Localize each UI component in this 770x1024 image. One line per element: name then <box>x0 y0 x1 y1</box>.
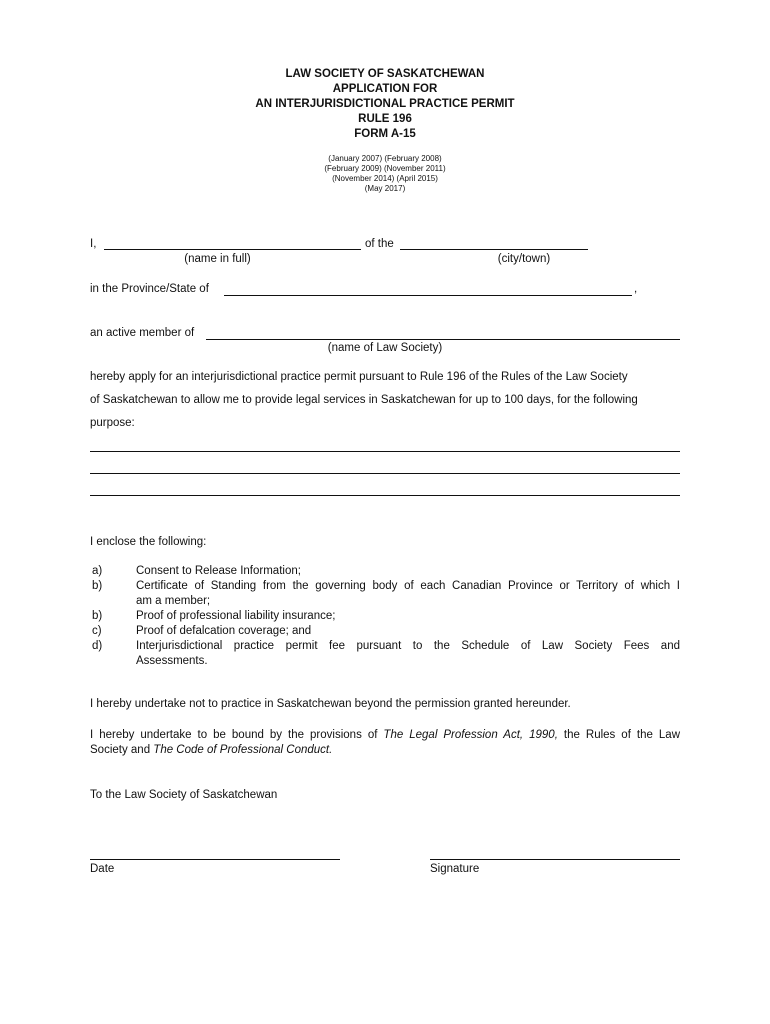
date-label: Date <box>90 863 115 875</box>
list-item <box>90 579 680 609</box>
undertaking-2 <box>90 728 680 758</box>
revision-line-1: (January 2007) (February 2008) <box>328 154 442 163</box>
apply-paragraph <box>90 366 690 435</box>
list-item-text-cont: am a member; <box>136 595 211 607</box>
i-prefix: I, <box>90 238 97 250</box>
signature-label: Signature <box>430 863 480 875</box>
form-title <box>0 67 770 142</box>
undertaking-2-text-a: I hereby undertake to be bound by the provisions of <box>90 729 384 741</box>
list-item-label: a) <box>92 565 103 577</box>
list-item-label: d) <box>92 640 103 652</box>
list-item <box>90 609 680 624</box>
province-state-field[interactable] <box>224 281 632 296</box>
enclose-intro: I enclose the following: <box>90 536 207 548</box>
revision-line-3: (November 2014) (April 2015) <box>332 174 438 183</box>
city-town-caption: (city/town) <box>497 253 551 265</box>
city-town-field[interactable] <box>400 235 588 250</box>
apply-line-2: of Saskatchewan to allow me to provide legal services in Saskatchewan for up to 100 days, for the following <box>90 394 638 406</box>
law-society-caption: (name of Law Society) <box>327 342 443 354</box>
addressee: To the Law Society of Saskatchewan <box>90 789 278 801</box>
legal-profession-act: The Legal Profession Act, 1990, <box>383 729 558 741</box>
undertaking-2-text-b: the Rules of the Law <box>557 729 680 741</box>
list-item-text: Proof of defalcation coverage; and <box>136 625 312 637</box>
province-comma: , <box>634 283 638 295</box>
name-in-full-field[interactable] <box>104 235 361 250</box>
list-item-text: Consent to Release Information; <box>136 565 301 577</box>
list-item-text: Interjurisdictional practice permit fee pursuant to the Schedule of Law Society Fees and <box>136 640 680 652</box>
date-field[interactable] <box>90 845 340 860</box>
title-line-3: AN INTERJURISDICTIONAL PRACTICE PERMIT <box>255 98 515 110</box>
name-in-full-caption: (name in full) <box>184 253 251 265</box>
title-line-2: APPLICATION FOR <box>332 83 438 95</box>
signature-field[interactable] <box>430 845 680 860</box>
list-item-label: c) <box>92 625 102 637</box>
purpose-line-2[interactable] <box>90 459 680 474</box>
member-label: an active member of <box>90 327 195 339</box>
list-item-text: Proof of professional liability insurance; <box>136 610 336 622</box>
purpose-line-3[interactable] <box>90 481 680 496</box>
apply-line-1: hereby apply for an interjurisdictional practice permit pursuant to Rule 196 of the Rules of the Law Society <box>90 371 628 383</box>
list-item-label: b) <box>92 610 103 622</box>
of-the-text: of the <box>365 238 394 250</box>
list-item <box>90 624 680 639</box>
list-item-label: b) <box>92 580 103 592</box>
undertaking-1: I hereby undertake not to practice in Saskatchewan beyond the permission granted hereunder. <box>90 698 571 710</box>
law-society-field[interactable] <box>206 325 680 340</box>
title-line-4: RULE 196 <box>358 113 412 125</box>
enclosure-list <box>90 564 680 669</box>
list-item <box>90 564 680 579</box>
apply-line-3: purpose: <box>90 417 135 429</box>
province-label: in the Province/State of <box>90 283 209 295</box>
title-line-5: FORM A-15 <box>354 128 416 140</box>
list-item-text: Certificate of Standing from the governing body of each Canadian Province or Territory of which I <box>136 580 680 592</box>
purpose-line-1[interactable] <box>90 437 680 452</box>
list-item <box>90 639 680 669</box>
revision-line-4: (May 2017) <box>364 184 406 193</box>
title-line-1: LAW SOCIETY OF SASKATCHEWAN <box>285 68 485 80</box>
list-item-text-cont: Assessments. <box>136 655 208 667</box>
revision-line-2: (February 2009) (November 2011) <box>324 164 446 173</box>
revision-dates <box>0 154 770 194</box>
code-of-conduct: The Code of Professional Conduct. <box>153 744 333 756</box>
undertaking-2-text-c: Society and <box>90 744 154 756</box>
